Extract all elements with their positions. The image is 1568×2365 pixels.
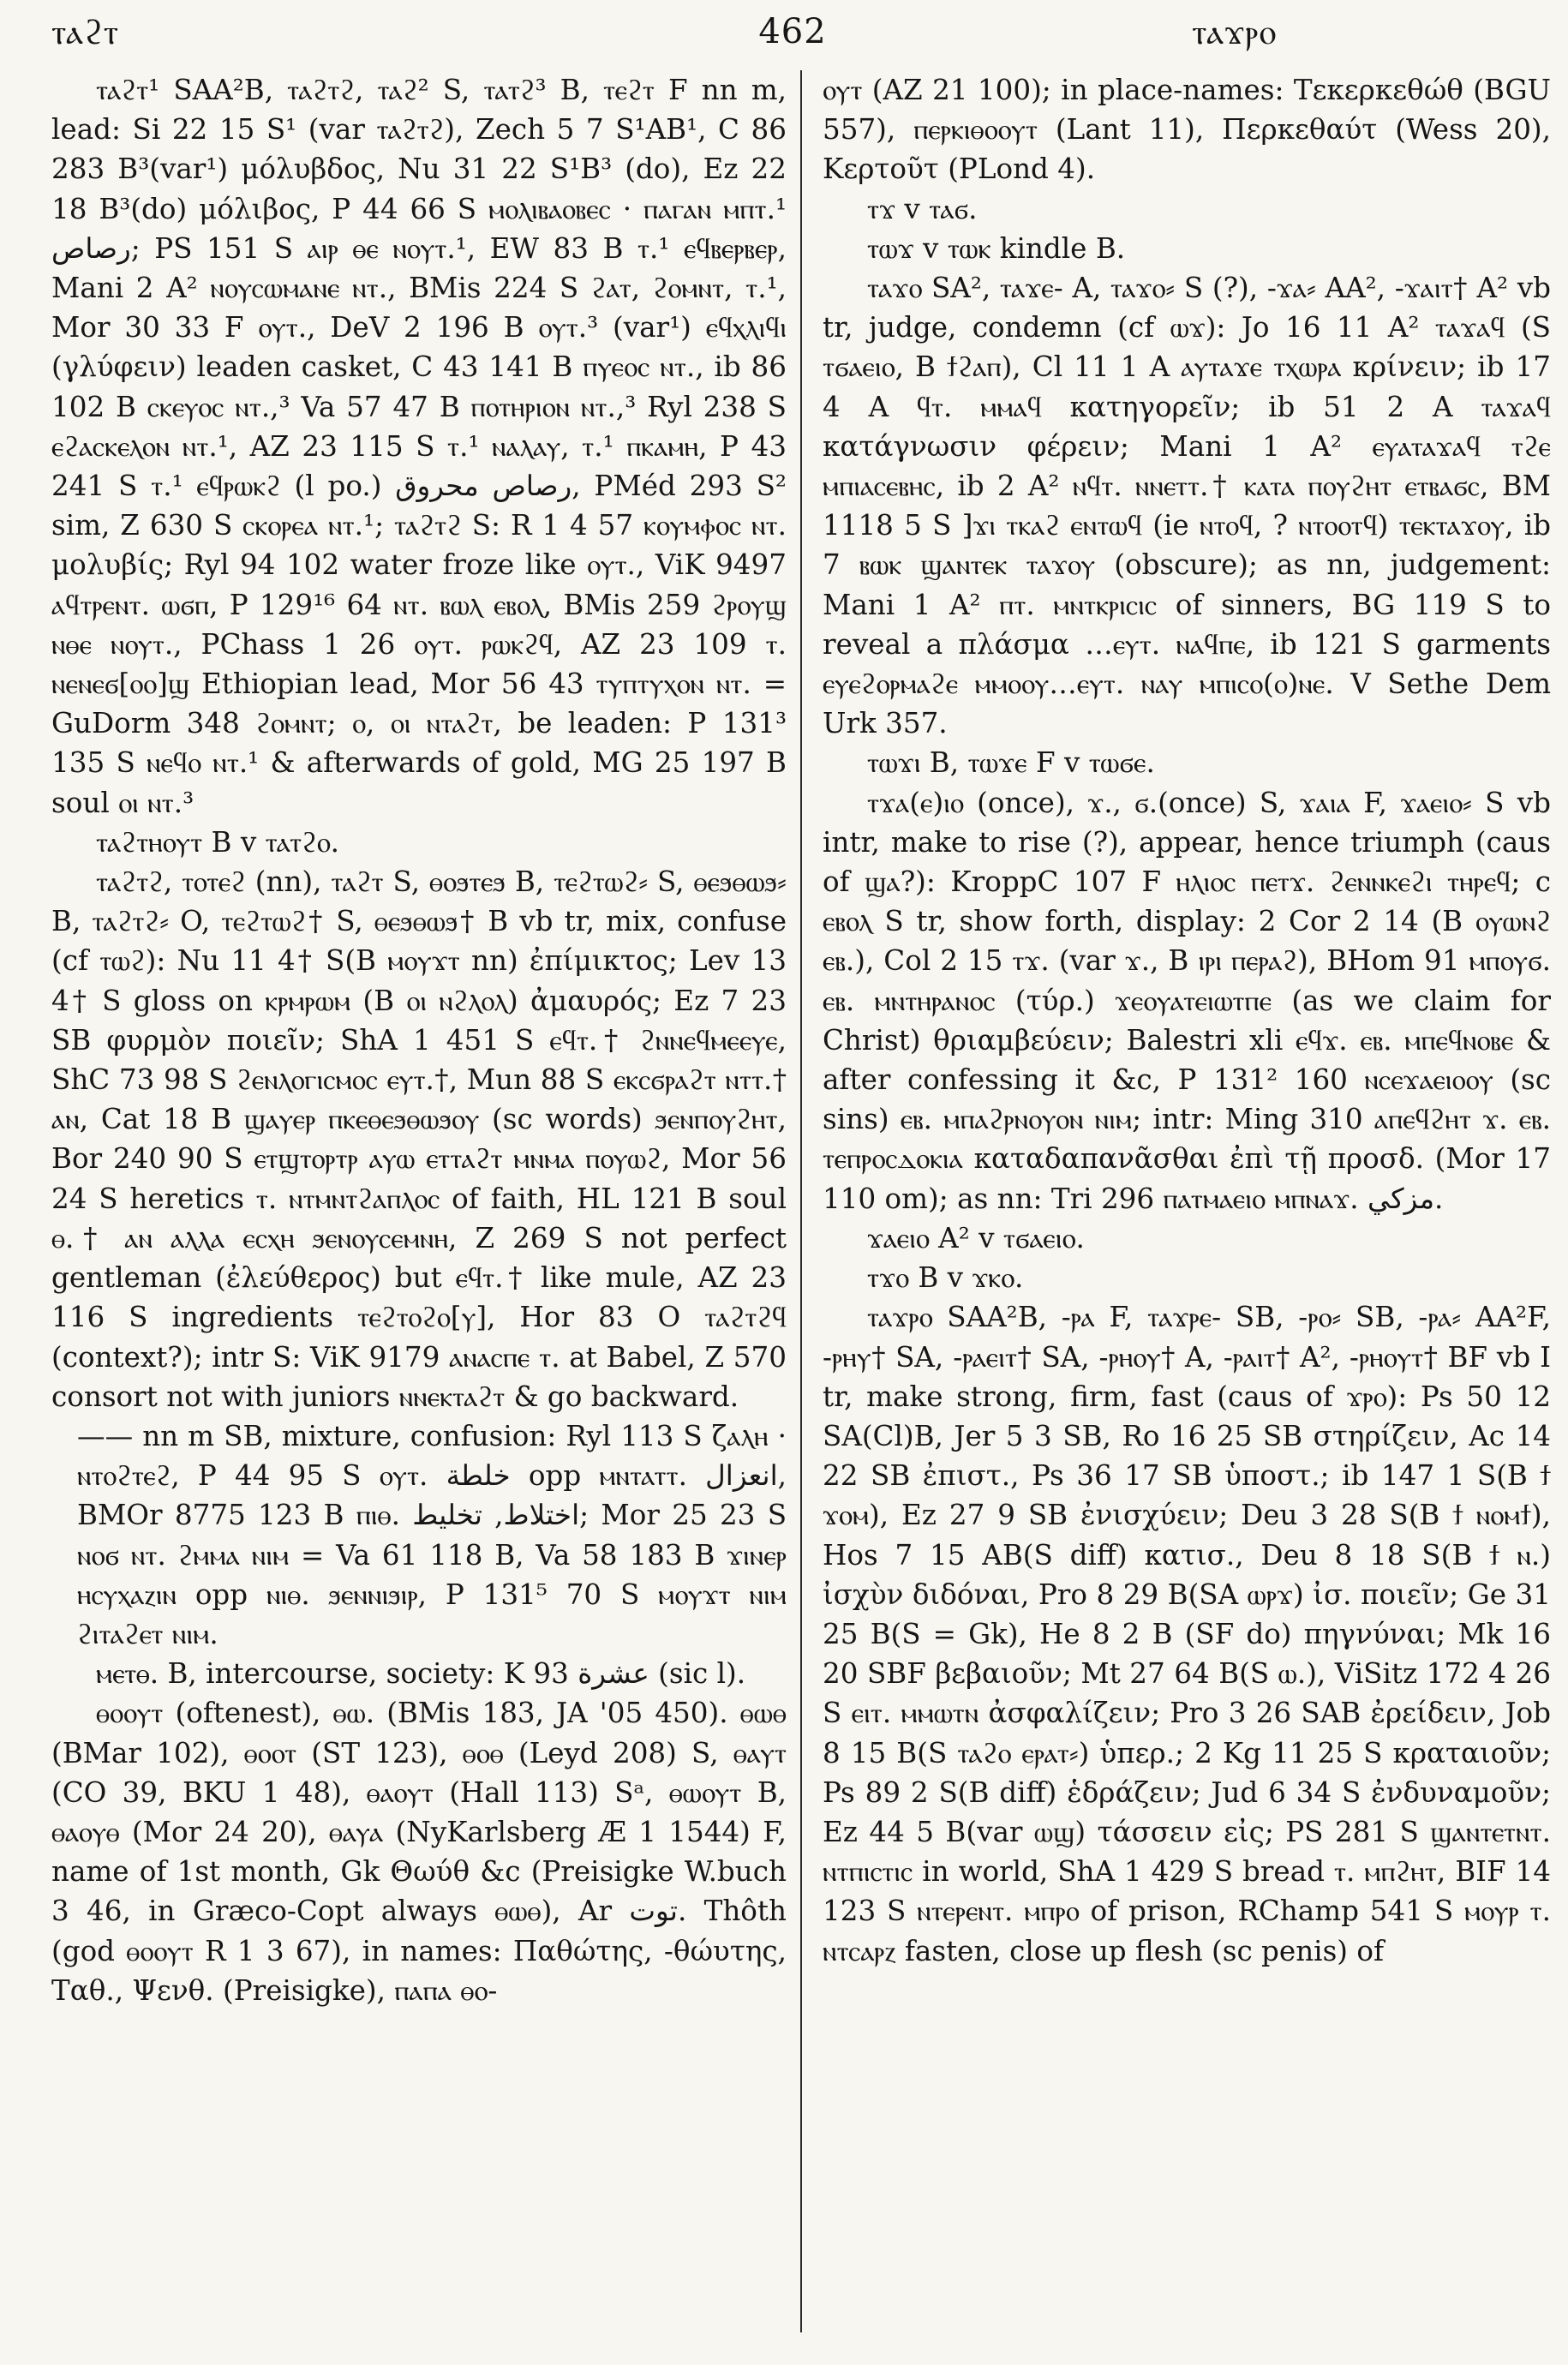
entry-tahit: ⲧⲁϩⲧ¹ SAA²B, ⲧⲁϩⲧϩ, ⲧⲁϩ² S, ⲧⲁⲧϩ³ B, ⲧⲉϩⲧ F nn m, lead: Si 22 15 S¹ (var ⲧⲁϩⲧϩ), Zech 5 7 S¹AB¹, C 86 283 B³(var¹) μόλυβδος, Nu 31 22 S¹B³ (do), Ez 22 18 B³(do) μόλιβος, P 44 66 S ⲙⲟⲗⲓⲃⲁⲟⲃⲉⲥ · ⲡⲁⲅⲁⲛ ⲙⲡⲧ.¹ رصاص; PS 151 S ⲁⲓⲣ ⲑⲉ ⲛⲟⲩⲧ.¹, EW 83 B ⲧ.¹ ⲉϥⲃⲉⲣⲃⲉⲣ, Mani 2 A² ⲛⲟⲩⲥⲱⲙⲁⲛⲉ ⲛⲧ., BMis 224 S ϩⲁⲧ, ϩⲟⲙⲛⲧ, ⲧ.¹, Mor 30 33 F ⲟⲩⲧ., DeV 2 196 B ⲟⲩⲧ.³ (var¹) ⲉϥⲭⲗⲓϥⲓ (γλύφειν) leaden casket, C 43 141 B ⲡⲩⲉⲟⲥ ⲛⲧ., ib 86 102 B ⲥⲕⲉⲩⲟⲥ ⲛⲧ.,³ Va 57 47 B ⲡⲟⲧⲏⲣⲓⲟⲛ ⲛⲧ.,³ Ryl 238 S ⲉϩⲁⲥⲕⲉⲗⲟⲛ ⲛⲧ.¹, AZ 23 115 S ⲧ.¹ ⲛⲁⲗⲁⲩ, ⲧ.¹ ⲡⲕⲁⲙⲏ, P 43 241 S ⲧ.¹ ⲉϥⲣⲱⲕϩ (l po.) رصاص محروق, PMéd 293 S² sim, Z 630 S ⲥⲕⲟⲣⲉⲁ ⲛⲧ.¹; ⲧⲁϩⲧϩ S: R 1 4 57 ⲕⲟⲩⲙⲫⲟⲥ ⲛⲧ. μολυβίς; Ryl 94 102 water froze like ⲟⲩⲧ., ViK 9497 ⲁϥⲧⲣⲉⲛⲧ. ⲱϭⲡ, P 129¹⁶ 64 ⲛⲧ. ⲃⲱⲗ ⲉⲃⲟⲗ, BMis 259 ϩⲣⲟⲩϣ ⲛⲑⲉ ⲛⲟⲩⲧ., PChass 1 26 ⲟⲩⲧ. ⲣⲱⲕϩϥ, AZ 23 109 ⲧ. ⲛⲉⲛⲉϭ[ⲟⲟ]ϣ Ethiopian lead, Mor 56 43 ⲧⲩⲡⲧⲩⲭⲟⲛ ⲛⲧ. = GuDorm 348 ϩⲟⲙⲛⲧ; ⲟ, ⲟⲓ ⲛⲧⲁϩⲧ, be leaden: P 131³ 135 S ⲛⲉϥⲟ ⲛⲧ.¹ & afterwards of gold, MG 25 197 B soul ⲟⲓ ⲛⲧ.³ [51,74,787,819]
entry-toji: ⲧⲱϫⲓ B, ⲧⲱϫⲉ F v ⲧⲱϭⲉ. [867,746,1155,780]
entry-jaeio: ϫⲁⲉⲓⲟ A² v ⲧϭⲁⲉⲓⲟ. [867,1221,1085,1254]
entry-thoout: ⲑⲟⲟⲩⲧ (oftenest), ⲑⲱ. (BMis 183, JA '05 450). ⲑⲱⲑ (BMar 102), ⲑⲟⲟⲧ (ST 123), ⲑⲟⲑ (Leyd 208) S, ⲑⲁⲩⲧ (CO 39, BKU 1 48), ⲑⲁⲟⲩⲧ (Hall 113) Sᵃ, ⲑⲱⲟⲩⲧ B, ⲑⲁⲟⲩⲑ (Mor 24 20), ⲑⲁⲩⲁ (NyKarlsberg Æ 1 1544) F, name of 1st month, Gk Θωύθ &c (Preisigke W.buch 3 46, in Græco-Copt always ⲑⲱⲑ), Ar توت. Thôth (god ⲑⲟⲟⲩⲧ R 1 3 67), in names: Παθώτης, -θώυτης, Ταθ., Ψενθ. (Preisigke), ⲡⲁⲡⲁ ⲑⲟ- [51,1697,787,2007]
entry-tjaeio: ⲧϫⲁ(ⲉ)ⲓⲟ (once), ϫ., ϭ.(once) S, ϫⲁⲓⲁ F, ϫⲁⲉⲓⲟ⸗ S vb intr, make to rise (?), appear, hence triumph (caus of ϣⲁ?): KroppC 107 F ⲏⲗⲓⲟⲥ ⲡⲉⲧϫ. ϩⲉⲛⲛⲕⲉϩⲓ ⲧⲏⲣⲉϥ; c ⲉⲃⲟⲗ S tr, show forth, display: 2 Cor 2 14 (B ⲟⲩⲱⲛϩ ⲉⲃ.), Col 2 15 ⲧϫ. (var ϫ., B ⲓⲣⲓ ⲡⲉⲣⲁϩ), BHom 91 ⲙⲡⲟⲩϭ. ⲉⲃ. ⲙⲛⲧⲏⲣⲁⲛⲟⲥ (τύρ.) ϫⲉⲟⲩⲁⲧⲉⲓⲱⲧⲡⲉ (as we claim for Christ) θριαμβεύειν; Balestri xli ⲉϥϫ. ⲉⲃ. ⲙⲡⲉϥⲛⲟⲃⲉ & after confessing it &c, P 131² 160 ⲛⲥⲉϫⲁⲉⲓⲟⲟⲩ (sc sins) ⲉⲃ. ⲙⲡⲁϩⲣⲛⲟⲩⲟⲛ ⲛⲓⲙ; intr: Ming 310 ⲁⲡⲉϥϩⲏⲧ ϫ. ⲉⲃ. ⲧⲉⲡⲣⲟⲥⲇⲟⲕⲓⲁ καταδαπανᾶσθαι ἐπὶ τῇ προσδ. (Mor 17 110 om); as nn: Tri 296 ⲡⲁⲧⲙⲁⲉⲓⲟ ⲙⲡⲛⲁϫ. مزكي. [823,786,1551,1215]
entry-thoout-cont: ⲟⲩⲧ (AZ 21 100); in place-names: Τεκερκεθώθ (BGU 557), ⲡⲉⲣⲕⲓⲑⲟⲟⲩⲧ (Lant 11), Περκεθαύτ (Wess 20), Κερτοῦτ (PLond 4). [823,74,1551,186]
running-head-right: ⲧⲁϫⲣⲟ [1192,13,1277,52]
entry-tajro: ⲧⲁϫⲣⲟ SAA²B, -ⲣⲁ F, ⲧⲁϫⲣⲉ- SB, -ⲣⲟ⸗ SB, -ⲣⲁ⸗ AA²F, -ⲣⲏⲩ† SA, -ⲣⲁⲉⲓⲧ† SA, -ⲣⲏⲟⲩ† A, -ⲣⲁⲓⲧ† A², -ⲣⲏⲟⲩⲧ† BF vb I tr, make strong, firm, fast (caus of ϫⲣⲟ): Ps 50 12 SA(Cl)B, Jer 5 3 SB, Ro 16 25 SB στηρίζειν, Ac 14 22 SB ἐπιστ., Ps 36 17 SB ὑποστ.; ib 147 1 S(B ϯ ϫⲟⲙ), Ez 27 9 SB ἐνισχύειν; Deu 3 28 S(B ϯ ⲛⲟⲙϯ), Hos 7 15 AB(S diff) κατισ., Deu 8 18 S(B ϯ ⲛ.) ἰσχὺν διδόναι, Pro 8 29 B(SA ⲱⲣϫ) ἰσ. ποιεῖν; Ge 31 25 B(S = Gk), He 8 2 B (SF do) πηγνύναι; Mk 16 20 SBF βεβαιοῦν; Mt 27 64 B(S ⲱ.), ViSitz 172 4 26 S ⲉⲓⲧ. ⲙⲙⲱⲧⲛ ἀσφαλίζειν; Pro 3 26 SAB ἐρείδειν, Job 8 15 B(S ⲧⲁϩⲟ ⲉⲣⲁⲧ⸗) ὑπερ.; 2 Kg 11 25 S κραταιοῦν; Ps 89 2 S(B diff) ἑδράζειν; Jud 6 34 S ἐνδυναμοῦν; Ez 44 5 B(var ⲱϣ) τάσσειν εἰς; PS 281 S ϣⲁⲛⲧⲉⲧⲛⲧ. ⲛⲧⲡⲓⲥⲧⲓⲥ in world, ShA 1 429 S bread ⲧ. ⲙⲡϩⲏⲧ, BIF 14 123 S ⲛⲧⲉⲣⲉⲛⲧ. ⲙⲡⲣⲟ of prison, RChamp 541 S ⲙⲟⲩⲣ ⲧ. ⲛⲧⲥⲁⲣⲍ fasten, close up flesh (sc penis) of [823,1301,1551,1967]
two-column-body [51,70,1551,2365]
entry-toj: ⲧⲱϫ v ⲧⲱⲕ kindle B. [867,231,1126,265]
left-column [51,70,800,2365]
right-column [802,70,1551,2365]
page-header [51,12,1534,63]
entry-metth: ⲙⲉⲧⲑ. B, intercourse, society: K 93 عشرة (sic l). [96,1657,746,1691]
entry-tajo: ⲧⲁϫⲟ SA², ⲧⲁϫⲉ- A, ⲧⲁϫⲟ⸗ S (?), -ϫⲁ⸗ AA², -ϫⲁⲓⲧ† A² vb tr, judge, condemn (cf ⲱϫ): Jo 16 11 A² ⲧⲁϫⲁϥ (S ⲧϭⲁⲉⲓⲟ, B ϯϩⲁⲡ), Cl 11 1 A ⲁⲩⲧⲁϫⲉ ⲧⲭⲱⲣⲁ κρίνειν; ib 17 4 A ϥⲧ. ⲙⲙⲁϥ κατηγορεῖν; ib 51 2 A ⲧⲁϫⲁϥ κατάγνωσιν φέρειν; Mani 1 A² ⲉⲩⲁⲧⲁϫⲁϥ ⲧϩⲉ ⲙⲡⲓⲁⲥⲉⲃⲏⲥ, ib 2 A² ⲛϥⲧ. ⲛⲛⲉⲧⲧ.† ⲕⲁⲧⲁ ⲡⲟⲩϩⲏⲧ ⲉⲧⲃⲁϭⲥ, BM 1118 5 S ]ϫⲓ ⲧⲕⲁϩ ⲉⲛⲧⲱϥ (ie ⲛⲧⲟϥ, ? ⲛⲧⲟⲟⲧϥ) ⲧⲉⲕⲧⲁϫⲟⲩ, ib 7 ⲃⲱⲕ ϣⲁⲛⲧⲉⲕ ⲧⲁϫⲟⲩ (obscure); as nn, judgement: Mani 1 A² ⲡⲧ. ⲙⲛⲧⲕⲣⲓⲥⲓⲥ of sinners, BG 119 S to reveal a πλάσμα …ⲉⲩⲧ. ⲛⲁϥⲡⲉ, ib 121 S garments ⲉⲩⲉϩⲟⲣⲙⲁϩⲉ ⲙⲙⲟⲟⲩ…ⲉⲩⲧ. ⲛⲁⲩ ⲙⲡⲓⲥⲟ(ⲟ)ⲛⲉ. V Sethe Dem Urk 357. [823,272,1551,740]
page-number: 462 [758,12,827,51]
entry-tj: ⲧϫ v ⲧⲁϭ. [867,192,978,225]
running-head-left: ⲧⲁϩⲧ [51,13,120,52]
entry-tjo: ⲧϫⲟ B v ϫⲕⲟ. [867,1261,1024,1295]
entry-tahtnout: ⲧⲁϩⲧⲏⲟⲩⲧ B v ⲧⲁⲧϩⲟ. [96,825,339,859]
entry-tahth: ⲧⲁϩⲧϩ, ⲧⲟⲧⲉϩ (nn), ⲧⲁϩⲧ S, ⲑⲟϧⲧⲉϧ B, ⲧⲉϩⲧⲱϩ⸗ S, ⲑⲉϧⲑⲱϧ⸗ B, ⲧⲁϩⲧϩ⸗ O, ⲧⲉϩⲧⲱϩ† S, ⲑⲉϧⲑⲱϧ† B vb tr, mix, confuse (cf ⲧⲱϩ): Nu 11 4† S(B ⲙⲟⲩϫⲧ nn) ἐπίμικτος; Lev 13 4† S gloss on ⲕⲣⲙⲣⲱⲙ (B ⲟⲓ ⲛϩⲗⲟⲗ) ἀμαυρός; Ez 7 23 SB φυρμὸν ποιεῖν; ShA 1 451 S ⲉϥⲧ.† ϩⲛⲛⲉϥⲙⲉⲉⲩⲉ, ShC 73 98 S ϩⲉⲛⲗⲟⲅⲓⲥⲙⲟⲥ ⲉⲩⲧ.†, Mun 88 S ⲉⲕⲥϭⲣⲁϩⲧ ⲛⲧⲧ.† ⲁⲛ, Cat 18 B ϣⲁⲩⲉⲣ ⲡⲕⲉⲑⲉϧⲑⲱϧⲟⲩ (sc words) ϧⲉⲛⲡⲟⲩϩⲏⲧ, Bor 240 90 S ⲉⲧϣⲧⲟⲣⲧⲣ ⲁⲩⲱ ⲉⲧⲧⲁϩⲧ ⲙⲛⲙⲁ ⲡⲟⲩⲱϩ, Mor 56 24 S heretics ⲧ. ⲛⲧⲙⲛⲧϩⲁⲡⲗⲟⲥ of faith, HL 121 B soul ⲑ.† ⲁⲛ ⲁⲗⲗⲁ ⲉⲥⲭⲏ ϧⲉⲛⲟⲩⲥⲉⲙⲛⲏ, Z 269 S not perfect gentleman (ἐλεύθερος) but ⲉϥⲧ.† like mule, AZ 23 116 S ingredients ⲧⲉϩⲧⲟϩⲟ[ⲩ], Hor 83 O ⲧⲁϩⲧϩϥ (context?); intr S: ViK 9179 ⲁⲛⲁⲥⲡⲉ ⲧ. at Babel, Z 570 consort not with juniors ⲛⲛⲉⲕⲧⲁϩⲧ & go backward. [51,865,787,1413]
entry-tahth-noun: —— nn m SB, mixture, confusion: Ryl 113 S ζⲁⲗⲏ · ⲛⲧⲟϩⲧⲉϩ, P 44 95 S ⲟⲩⲧ. خلطة opp ⲙⲛⲧⲁⲧⲧ. انعزال, BMOr 8775 123 B ⲡⲓⲑ. اختلاط, تخليط; Mor 25 23 S ⲛⲟϭ ⲛⲧ. ϩⲙⲙⲁ ⲛⲓⲙ = Va 61 118 B, Va 58 183 B ϫⲓⲛⲉⲣ ⲏⲥⲩⲭⲁⲍⲓⲛ opp ⲛⲓⲑ. ϧⲉⲛⲛⲓϧⲓⲣ, P 131⁵ 70 S ⲙⲟⲩϫⲧ ⲛⲓⲙ ϩⲓⲧⲁϩⲉⲧ ⲛⲓⲙ. [77,1419,787,1650]
